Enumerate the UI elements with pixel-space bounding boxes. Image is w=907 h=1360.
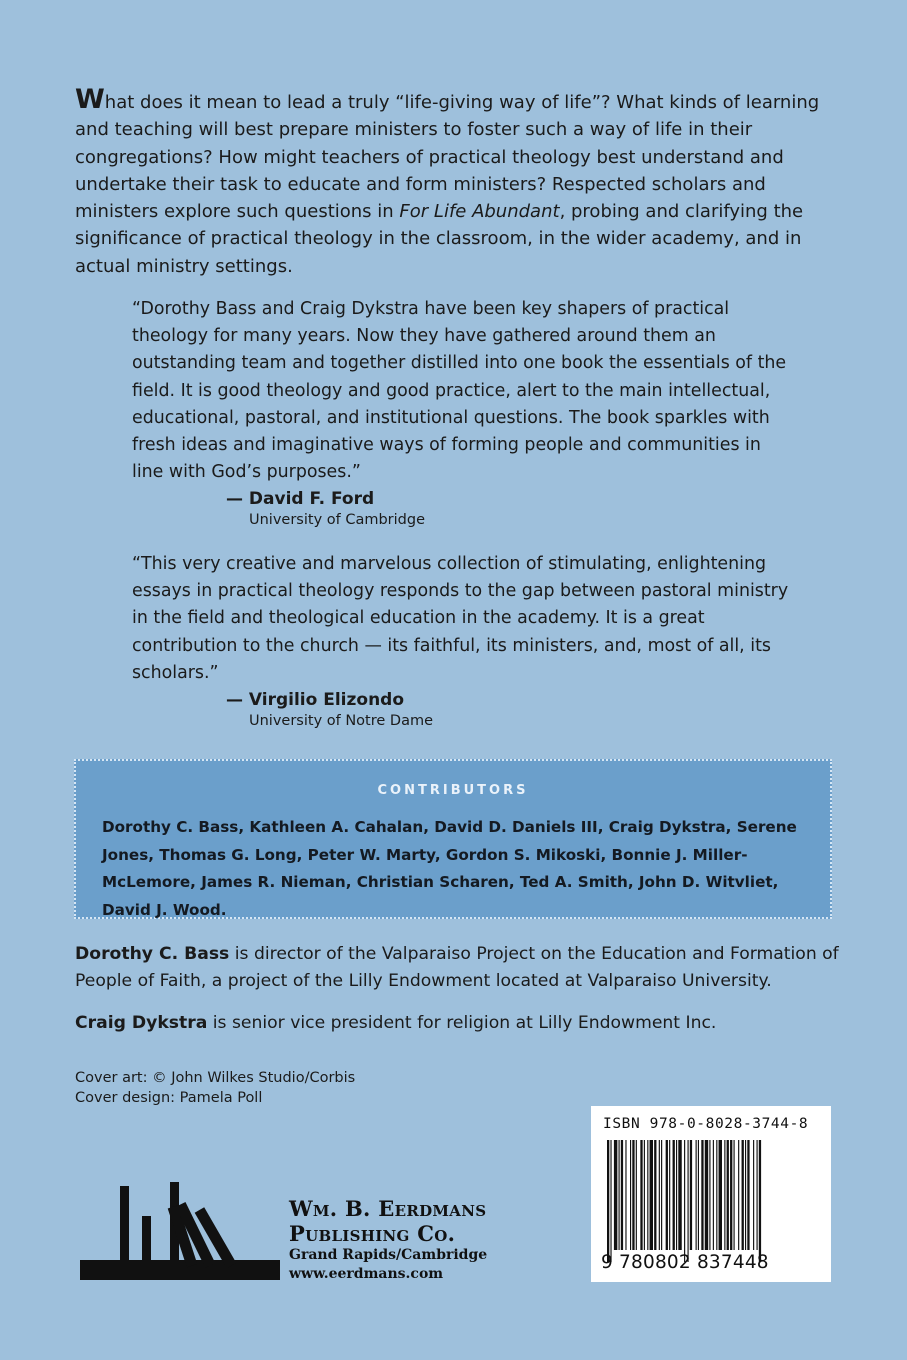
editor-bio [75, 1010, 855, 1037]
barcode-bar [607, 1140, 609, 1262]
barcode-bar [647, 1140, 648, 1250]
barcode-bar [734, 1140, 735, 1250]
intro-text-end: , probing and clarifying the significance of practical theology in the classroom, in the wider academy, and in actual ministry settings. [75, 201, 804, 277]
endorser-affiliation: University of Notre Dame [249, 713, 434, 729]
barcode-bar [747, 1140, 749, 1250]
editor-name: Craig Dykstra [75, 1013, 208, 1033]
barcode-bar [632, 1140, 634, 1250]
barcode-bar [661, 1140, 662, 1250]
publisher-website: www.eerdmans.com [289, 1266, 444, 1282]
barcode-bar [619, 1140, 620, 1250]
cover-design-credit: Cover design: Pamela Poll [75, 1090, 263, 1106]
publisher-name-line2: Publishing Co. [289, 1221, 456, 1246]
barcode-bar [640, 1140, 642, 1250]
barcode-bar [688, 1140, 689, 1262]
barcode-bar [705, 1140, 708, 1250]
barcode-bar [696, 1140, 697, 1250]
barcode-bar [730, 1140, 732, 1250]
publisher-logo-icon [80, 1180, 280, 1284]
contributors-list: Dorothy C. Bass, Kathleen A. Cahalan, David D. Daniels III, Craig Dykstra, Serene Jones, Thomas G. Long, Peter W. Marty, Gordon S. Mikoski, Bonnie J. Miller-McLemore, James R. Nieman, Christian Scharen, Ted A. Smith, John D. Witvliet, David J. Wood. [102, 818, 797, 919]
barcode-bar [676, 1140, 677, 1250]
publisher-name: Wm. B. Eerdmans [289, 1196, 487, 1221]
publisher-imprint [289, 1196, 487, 1284]
isbn-barcode [591, 1106, 831, 1282]
barcode-bar [678, 1140, 681, 1250]
barcode-bar [654, 1140, 656, 1250]
barcode-bar [610, 1140, 611, 1262]
endorsement-attribution [226, 489, 425, 531]
contributors-box [74, 759, 832, 919]
barcode-bar [625, 1140, 626, 1250]
barcode-bar [698, 1140, 699, 1250]
barcode-bar [745, 1140, 746, 1250]
barcode-bar [759, 1140, 761, 1262]
editor-bio [75, 941, 855, 995]
editor-bio-text: is director of the Valparaiso Project on the Education and Formation of People of Faith, a project of the Lilly Endowment located at Valparaiso University. [75, 944, 839, 991]
barcode-digits: 9 780802 837448 [601, 1252, 769, 1273]
barcode-bar [719, 1140, 722, 1250]
contributors-heading: CONTRIBUTORS [377, 783, 529, 798]
barcode-bar [614, 1140, 617, 1250]
barcode-bars [603, 1140, 819, 1262]
barcode-bar [650, 1140, 653, 1250]
barcode-bar [666, 1140, 668, 1250]
barcode-bar [630, 1140, 631, 1250]
endorsement-quote: “This very creative and marvelous collection of stimulating, enlightening essays in practical theology responds to the gap between pastoral ministry in the field and theological education in the academy. It is a great contribution to the church — its faithful, its ministers, and, most of all, its scholars.” [132, 554, 789, 683]
barcode-bar [713, 1140, 714, 1250]
barcode-bar [742, 1140, 744, 1250]
endorser-name: — David F. Ford [226, 489, 375, 509]
barcode-bar [636, 1140, 637, 1250]
isbn-label: ISBN 978-0-8028-3744-8 [603, 1116, 809, 1132]
endorsement-attribution [226, 690, 433, 732]
barcode-bar [684, 1140, 685, 1262]
barcode-bar [709, 1140, 710, 1250]
intro-paragraph [75, 86, 835, 280]
barcode-bar [690, 1140, 692, 1250]
barcode-bar [621, 1140, 623, 1250]
endorser-affiliation: University of Cambridge [249, 512, 425, 528]
barcode-bar [644, 1140, 645, 1250]
cover-credits [75, 1068, 355, 1108]
book-title: For Life Abundant [399, 201, 560, 223]
drop-cap: W [75, 84, 105, 115]
barcode-bar [673, 1140, 675, 1250]
editor-name: Dorothy C. Bass [75, 944, 230, 964]
endorser-name: — Virgilio Elizondo [226, 690, 405, 710]
barcode-bar [724, 1140, 725, 1250]
barcode-bar [753, 1140, 754, 1250]
barcode-bar [757, 1140, 758, 1250]
endorsement-quote: “Dorothy Bass and Craig Dykstra have been key shapers of practical theology for many years. Now they have gathered around them an outstanding team and together distilled into one book the essentials of the field. It is good theology and good practice, alert to the main intellectual, educational, pastoral, and institutional questions. The book sparkles with fresh ideas and imaginative ways of forming people and communities in line with God’s purposes.” [132, 299, 787, 483]
intro-text: hat does it mean to lead a truly “life-giving way of life”? What kinds of learning and teaching will best prepare ministers to foster such a way of life in their congregations? How might teachers of practical theology best understand and undertake their task to educate and form ministers? Respected scholars and ministers explore such questions in [75, 92, 820, 223]
editor-bio-text: is senior vice president for religion at Lilly Endowment Inc. [207, 1013, 717, 1033]
barcode-bar [669, 1140, 670, 1250]
barcode-bar [659, 1140, 660, 1250]
barcode-bar [701, 1140, 703, 1250]
barcode-bar [716, 1140, 717, 1250]
cover-art-credit: Cover art: © John Wilkes Studio/Corbis [75, 1070, 356, 1086]
barcode-bar [727, 1140, 729, 1250]
publisher-location: Grand Rapids/Cambridge [289, 1247, 488, 1263]
barcode-bar [738, 1140, 739, 1250]
